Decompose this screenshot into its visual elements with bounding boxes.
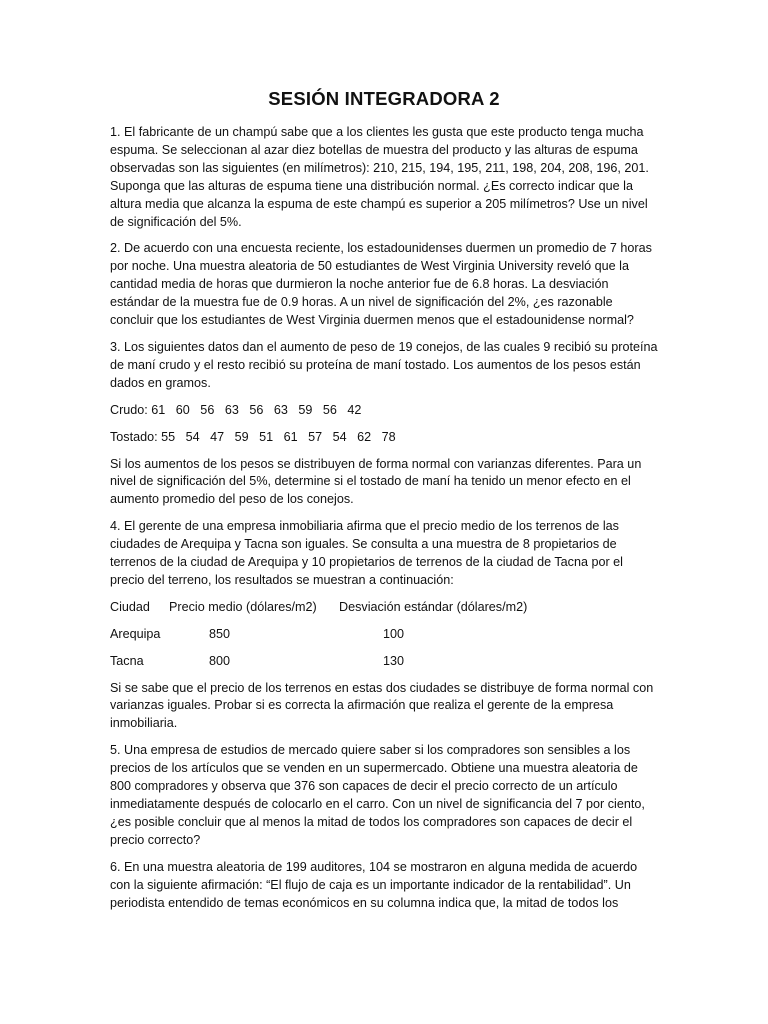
problem-4-table-header [110, 599, 658, 617]
problem-4-intro: 4. El gerente de una empresa inmobiliaria afirma que el precio medio de los terrenos de las ciudades de Arequipa y Tacna son iguales. Se consulta a una muestra de 8 propietarios de terrenos de la ciudad de Arequipa y 10 propietarios de terrenos de la ciudad de Tacna por el precio del terreno, los resultados se muestran a continuación: [110, 519, 623, 587]
table-cell-price: 800 [209, 653, 231, 668]
problem-5: 5. Una empresa de estudios de mercado quiere saber si los compradores son sensibles a los precios de los artículos que se venden en un supermercado. Obtiene una muestra aleatoria de 800 compradores y observa que 376 son capaces de decir el precio correcto de un artículo inmediatamente después de colocarlo en el carro. Con un nivel de significancia del 7 por ciento, ¿es posible concluir que al menos la mitad de todos los compradores son capaces de decir el precio correcto? [110, 743, 645, 847]
document-title: SESIÓN INTEGRADORA 2 [268, 88, 500, 109]
table-cell-city: Arequipa [110, 626, 161, 641]
problem-4-question: Si se sabe que el precio de los terrenos en estas dos ciudades se distribuye de forma normal con varianzas iguales. Probar si es correcta la afirmación que realiza el gerente de la empresa inmobiliaria. [110, 680, 654, 731]
table-header-desviacion: Desviación estándar (dólares/m2) [339, 599, 528, 614]
problem-3-intro: 3. Los siguientes datos dan el aumento de peso de 19 conejos, de las cuales 9 recibió su proteína de maní crudo y el resto recibió su proteína de maní tostado. Los aumentos de los pesos están dados en gramos. [110, 339, 658, 390]
problem-2: 2. De acuerdo con una encuesta reciente, los estadounidenses duermen un promedio de 7 horas por noche. Una muestra aleatoria de 50 estudiantes de West Virginia University reveló que la cantidad media de horas que durmieron la noche anterior fue de 6.8 horas. La desviación estándar de la muestra fue de 0.9 horas. A un nivel de significación del 2%, ¿es razonable concluir que los estudiantes de West Virginia duermen menos que el estadounidense normal? [110, 241, 652, 328]
problem-3-question: Si los aumentos de los pesos se distribuyen de forma normal con varianzas diferentes. Para un nivel de significación del 5%, determine si el tostado de maní ha tenido un menor efecto en el aumento promedio del peso de los conejos. [110, 456, 642, 507]
problem-1: 1. El fabricante de un champú sabe que a los clientes les gusta que este producto tenga mucha espuma. Se seleccionan al azar diez botellas de muestra del producto y las alturas de espuma observadas son las siguientes (en milímetros): 210, 215, 194, 195, 211, 198, 204, 208, 196, 201. Suponga que las alturas de espuma tiene una distribución normal. ¿Es correcto indicar que la altura media que alcanza la espuma de este champú es superior a 205 milímetros? Use un nivel de significación del 5%. [110, 125, 649, 229]
problem-3-tostado-data: Tostado: 55 54 47 59 51 61 57 54 62 78 [110, 429, 396, 444]
table-cell-price: 850 [209, 626, 231, 641]
problem-6: 6. En una muestra aleatoria de 199 auditores, 104 se mostraron en alguna medida de acuerdo con la siguiente afirmación: “El flujo de caja es un importante indicador de la rentabilidad”. Un periodista entendido de temas económicos en su columna indica que, la mitad de todos los [110, 859, 638, 910]
table-row [110, 626, 658, 644]
table-cell-std: 130 [383, 653, 405, 668]
table-cell-std: 100 [383, 626, 405, 641]
document-content [110, 86, 658, 921]
table-header-ciudad: Ciudad [110, 599, 150, 614]
table-row [110, 653, 658, 671]
problem-3-crudo-data: Crudo: 61 60 56 63 56 63 59 56 42 [110, 402, 362, 417]
table-cell-city: Tacna [110, 653, 144, 668]
table-header-precio: Precio medio (dólares/m2) [169, 599, 317, 614]
